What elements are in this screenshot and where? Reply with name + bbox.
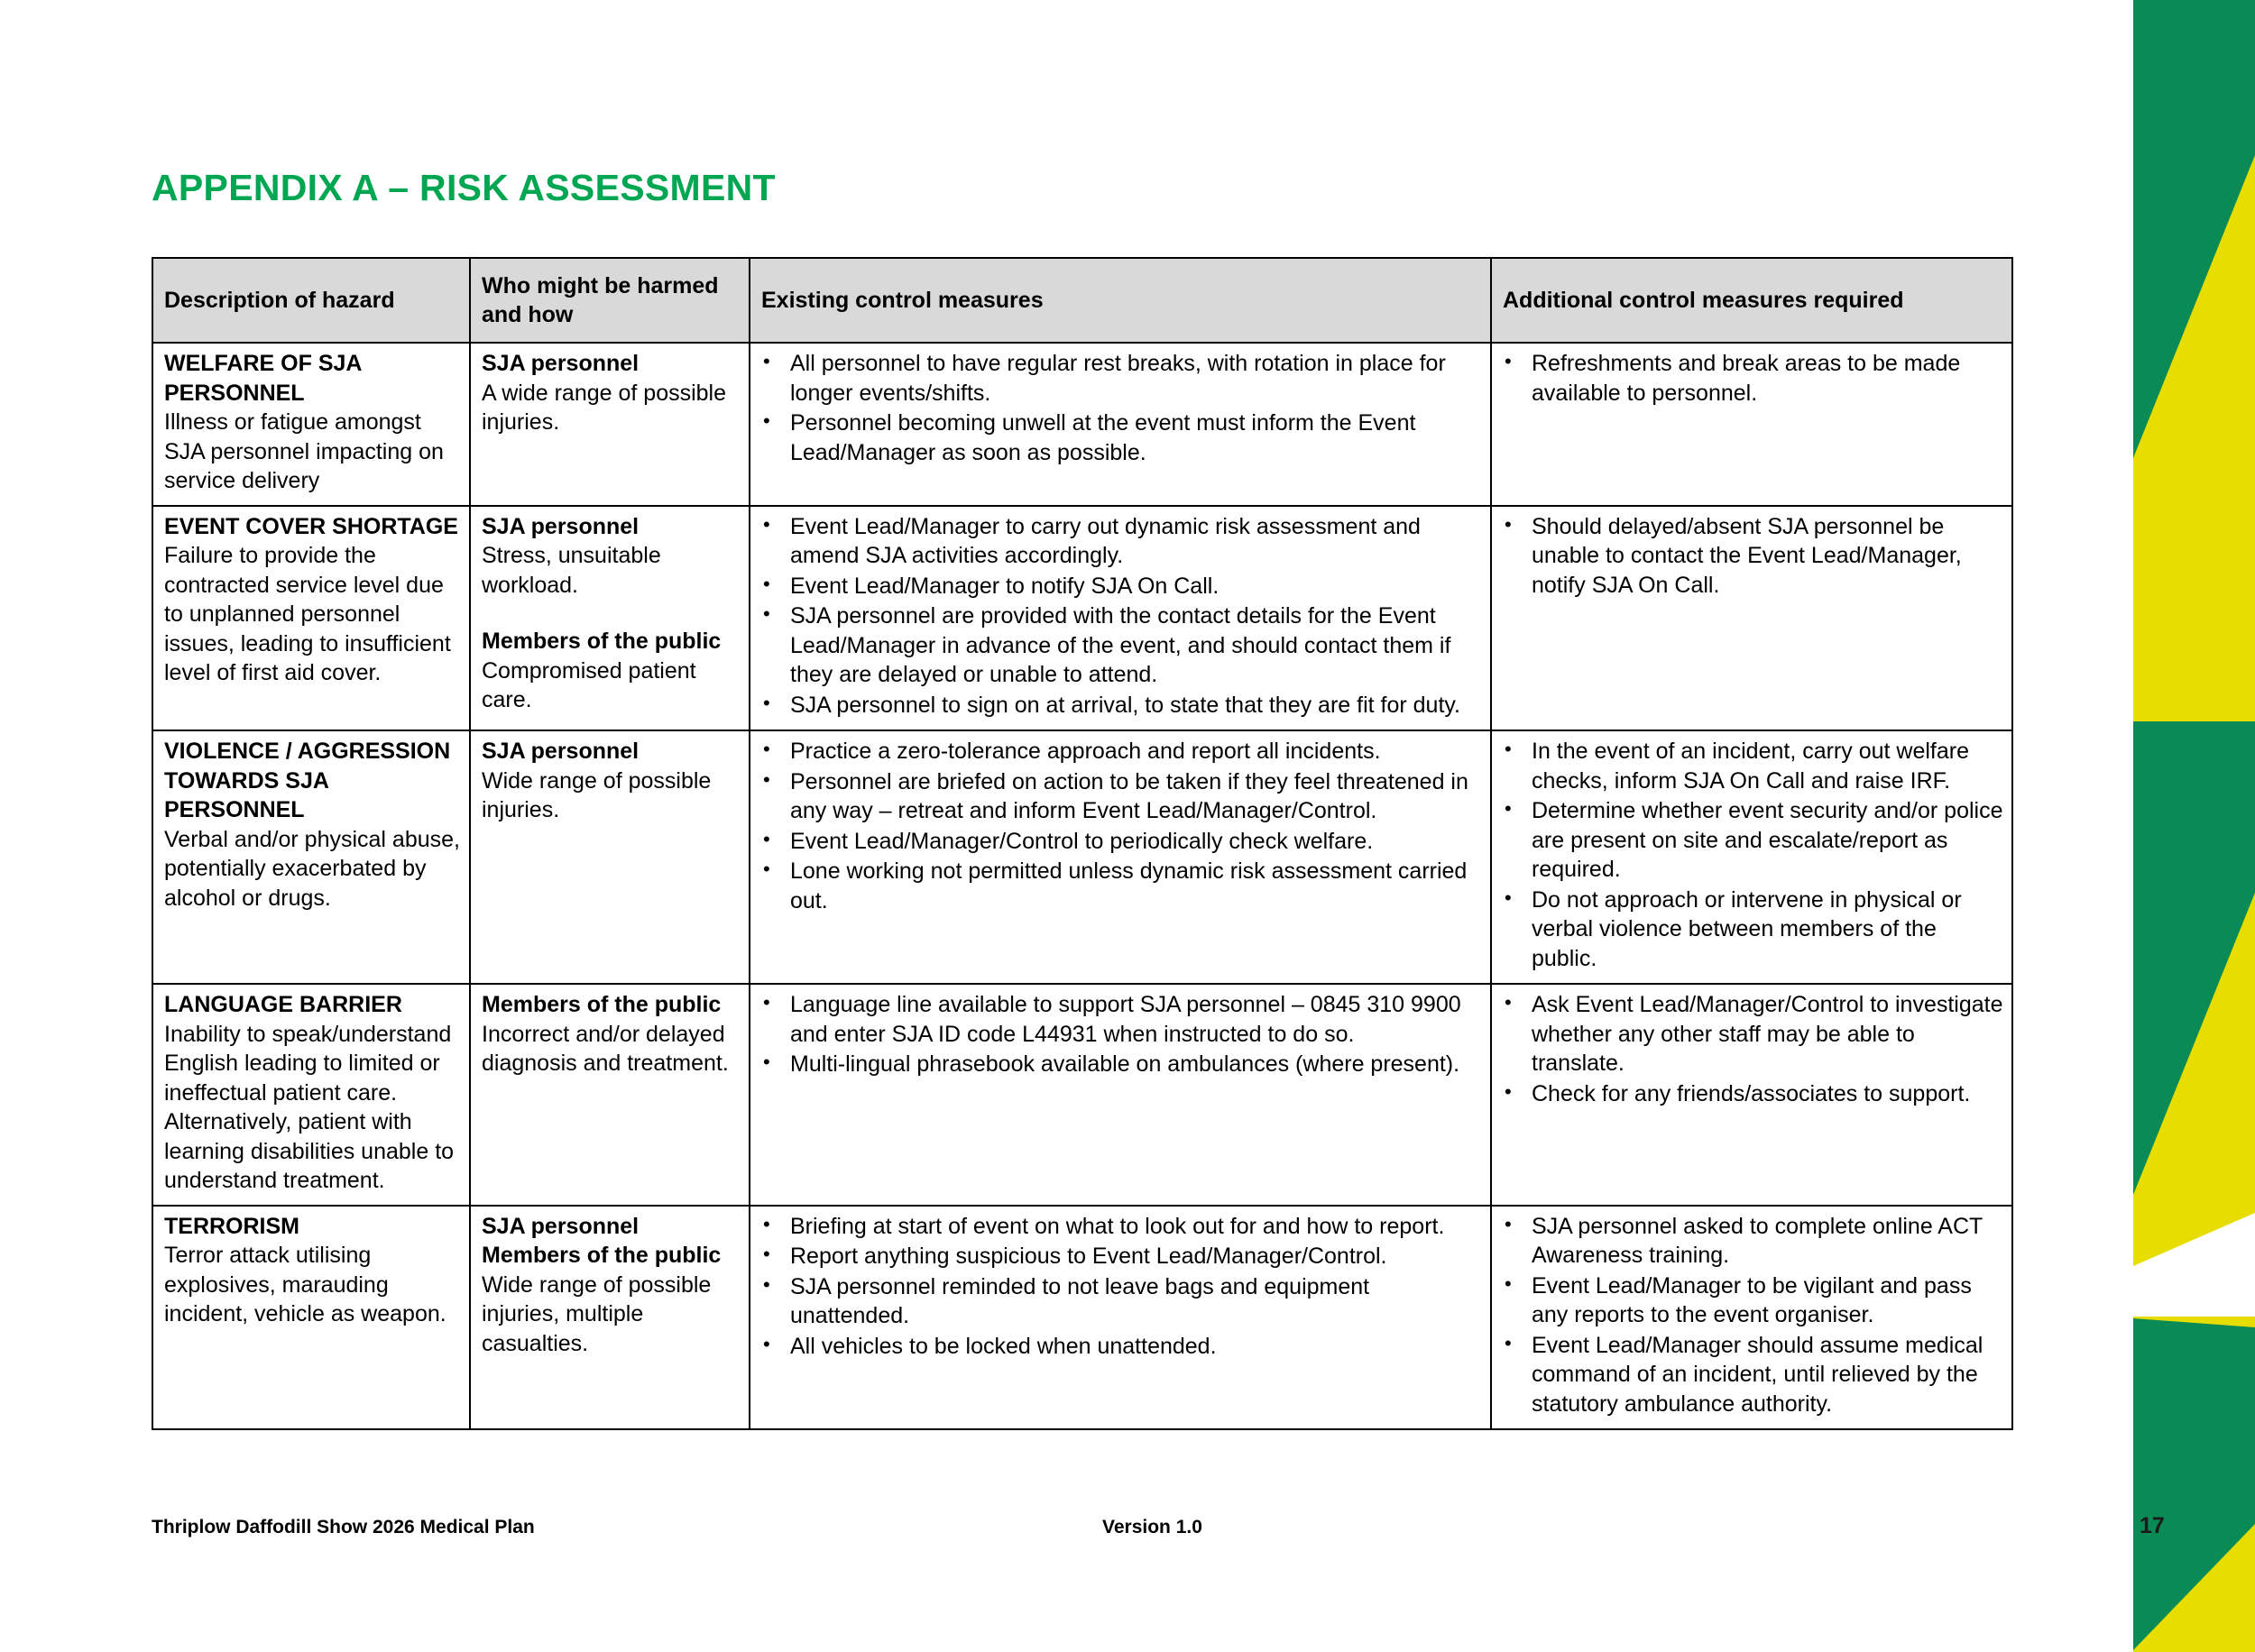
list-item: • Determine whether event security and/or police are present on site and escalate/report as required. — [1497, 796, 2004, 885]
cell-existing-control-measures — [750, 1206, 1491, 1430]
list-item: • Personnel are briefed on action to be taken if they feel threatened in any way – retreat and inform Event Lead/Manager/Control. — [756, 767, 1483, 826]
list-item: • Practice a zero-tolerance approach and report all incidents. — [756, 737, 1483, 766]
who-group-detail: Incorrect and/or delayed diagnosis and treatment. — [482, 1021, 729, 1076]
cell-additional-control-measures-list — [1497, 737, 2004, 973]
column-header-who-might-be-harmed: Who might be harmed and how — [470, 258, 750, 343]
who-group-title: Members of the public — [482, 992, 722, 1017]
list-item: • Event Lead/Manager to carry out dynamic risk assessment and amend SJA activities accordingly. — [756, 512, 1483, 571]
cell-additional-control-measures — [1491, 343, 2012, 506]
who-group-detail: Wide range of possible injuries, multiple casualties. — [482, 1271, 712, 1356]
footer-version: Version 1.0 — [1102, 1517, 1202, 1537]
cell-additional-control-measures-list — [1497, 1212, 2004, 1419]
list-item: • SJA personnel to sign on at arrival, to state that they are fit for duty. — [756, 691, 1483, 720]
cell-additional-control-measures-list — [1497, 990, 2004, 1108]
list-item: • Personnel becoming unwell at the event must inform the Event Lead/Manager as soon as possible. — [756, 408, 1483, 467]
cell-existing-control-measures-list — [756, 349, 1483, 467]
hazard-description: Terror attack utilising explosives, marauding incident, vehicle as weapon. — [164, 1243, 446, 1326]
hazard-description: Verbal and/or physical abuse, potentially exacerbated by alcohol or drugs. — [164, 826, 460, 911]
table-row — [152, 730, 2012, 984]
table-body — [152, 343, 2012, 1429]
who-group-title: SJA personnel — [482, 351, 640, 376]
list-item: • Check for any friends/associates to support. — [1497, 1079, 2004, 1109]
list-item: • Briefing at start of event on what to look out for and how to report. — [756, 1212, 1483, 1242]
cell-description-of-hazard — [152, 730, 470, 984]
list-item: • Event Lead/Manager should assume medical command of an incident, until relieved by the statutory ambulance authority. — [1497, 1331, 2004, 1419]
list-item: • Event Lead/Manager to be vigilant and pass any reports to the event organiser. — [1497, 1271, 2004, 1330]
hazard-title: LANGUAGE BARRIER — [164, 992, 402, 1017]
cell-description-of-hazard — [152, 1206, 470, 1430]
cell-existing-control-measures — [750, 506, 1491, 731]
who-group-title: Members of the public — [482, 1243, 722, 1268]
list-item: • Event Lead/Manager to notify SJA On Call. — [756, 572, 1483, 601]
list-item: • Language line available to support SJA personnel – 0845 310 9900 and enter SJA ID code L44931 when instructed to do so. — [756, 990, 1483, 1049]
list-item: • Multi-lingual phrasebook available on ambulances (where present). — [756, 1050, 1483, 1079]
cell-who-might-be-harmed — [470, 730, 750, 984]
column-header-additional-control-measures: Additional control measures required — [1491, 258, 2012, 343]
cell-who-might-be-harmed — [470, 343, 750, 506]
hazard-description: Failure to provide the contracted service level due to unplanned personnel issues, leading to insufficient level of first aid cover. — [164, 543, 451, 685]
hazard-title: VIOLENCE / AGGRESSION TOWARDS SJA PERSONNEL — [164, 739, 451, 822]
list-item: • All personnel to have regular rest breaks, with rotation in place for longer events/shifts. — [756, 349, 1483, 408]
list-item: • Report anything suspicious to Event Lead/Manager/Control. — [756, 1242, 1483, 1271]
page-title: APPENDIX A – RISK ASSESSMENT — [152, 167, 776, 208]
cell-who-might-be-harmed — [470, 506, 750, 731]
table-row — [152, 506, 2012, 731]
who-group-detail: Wide range of possible injuries. — [482, 767, 712, 822]
cell-additional-control-measures-list — [1497, 349, 2004, 408]
list-item: • SJA personnel asked to complete online ACT Awareness training. — [1497, 1212, 2004, 1271]
cell-who-might-be-harmed — [470, 1206, 750, 1430]
who-group-title: SJA personnel — [482, 513, 640, 539]
hazard-title: TERRORISM — [164, 1213, 299, 1239]
who-group-title: SJA personnel — [482, 1213, 640, 1239]
cell-existing-control-measures-list — [756, 990, 1483, 1079]
footer-document-name: Thriplow Daffodill Show 2026 Medical Plan — [152, 1517, 535, 1537]
cell-description-of-hazard — [152, 984, 470, 1206]
hazard-title: WELFARE OF SJA PERSONNEL — [164, 351, 362, 406]
table-row — [152, 984, 2012, 1206]
who-group-detail: Stress, unsuitable workload. — [482, 543, 661, 598]
hazard-description: Inability to speak/understand English leading to limited or ineffectual patient care. Alternatively, patient with learning disabilities unable to understand treatment. — [164, 1021, 455, 1193]
page-number: 17 — [2140, 1513, 2165, 1538]
banner-stripes — [2133, 0, 2255, 1652]
list-item: • Should delayed/absent SJA personnel be unable to contact the Event Lead/Manager, notify SJA On Call. — [1497, 512, 2004, 601]
list-item: • Lone working not permitted unless dynamic risk assessment carried out. — [756, 857, 1483, 915]
who-group-title: SJA personnel — [482, 739, 640, 764]
who-group-detail: A wide range of possible injuries. — [482, 380, 727, 435]
table-row — [152, 1206, 2012, 1430]
list-item: • Do not approach or intervene in physical or verbal violence between members of the public. — [1497, 886, 2004, 974]
cell-additional-control-measures-list — [1497, 512, 2004, 601]
cell-existing-control-measures-list — [756, 1212, 1483, 1362]
who-group-detail: Compromised patient care. — [482, 657, 696, 712]
table-header-row — [152, 258, 2012, 343]
cell-existing-control-measures — [750, 343, 1491, 506]
who-group-title: Members of the public — [482, 629, 722, 654]
cell-additional-control-measures — [1491, 984, 2012, 1206]
cell-additional-control-measures — [1491, 506, 2012, 731]
cell-existing-control-measures-list — [756, 737, 1483, 915]
column-header-existing-control-measures: Existing control measures — [750, 258, 1491, 343]
list-item: • Ask Event Lead/Manager/Control to investigate whether any other staff may be able to translate. — [1497, 990, 2004, 1078]
cell-additional-control-measures — [1491, 1206, 2012, 1430]
table-row — [152, 343, 2012, 506]
cell-existing-control-measures-list — [756, 512, 1483, 720]
block-spacer — [482, 600, 740, 627]
cell-who-might-be-harmed — [470, 984, 750, 1206]
column-header-description-of-hazard: Description of hazard — [152, 258, 470, 343]
cell-existing-control-measures — [750, 984, 1491, 1206]
cell-description-of-hazard — [152, 506, 470, 731]
risk-assessment-table — [152, 257, 2013, 1430]
table-header — [152, 258, 2012, 343]
hazard-description: Illness or fatigue amongst SJA personnel impacting on service delivery — [164, 409, 444, 493]
cell-existing-control-measures — [750, 730, 1491, 984]
list-item: • In the event of an incident, carry out welfare checks, inform SJA On Call and raise IRF. — [1497, 737, 2004, 795]
list-item: • All vehicles to be locked when unattended. — [756, 1332, 1483, 1362]
list-item: • SJA personnel are provided with the contact details for the Event Lead/Manager in advance of the event, and should contact them if they are delayed or unable to attend. — [756, 601, 1483, 690]
list-item: • Refreshments and break areas to be made available to personnel. — [1497, 349, 2004, 408]
cell-additional-control-measures — [1491, 730, 2012, 984]
hazard-title: EVENT COVER SHORTAGE — [164, 513, 458, 539]
list-item: • Event Lead/Manager/Control to periodically check welfare. — [756, 827, 1483, 857]
cell-description-of-hazard — [152, 343, 470, 506]
list-item: • SJA personnel reminded to not leave bags and equipment unattended. — [756, 1272, 1483, 1331]
decorative-edge-banner — [2133, 0, 2255, 1652]
